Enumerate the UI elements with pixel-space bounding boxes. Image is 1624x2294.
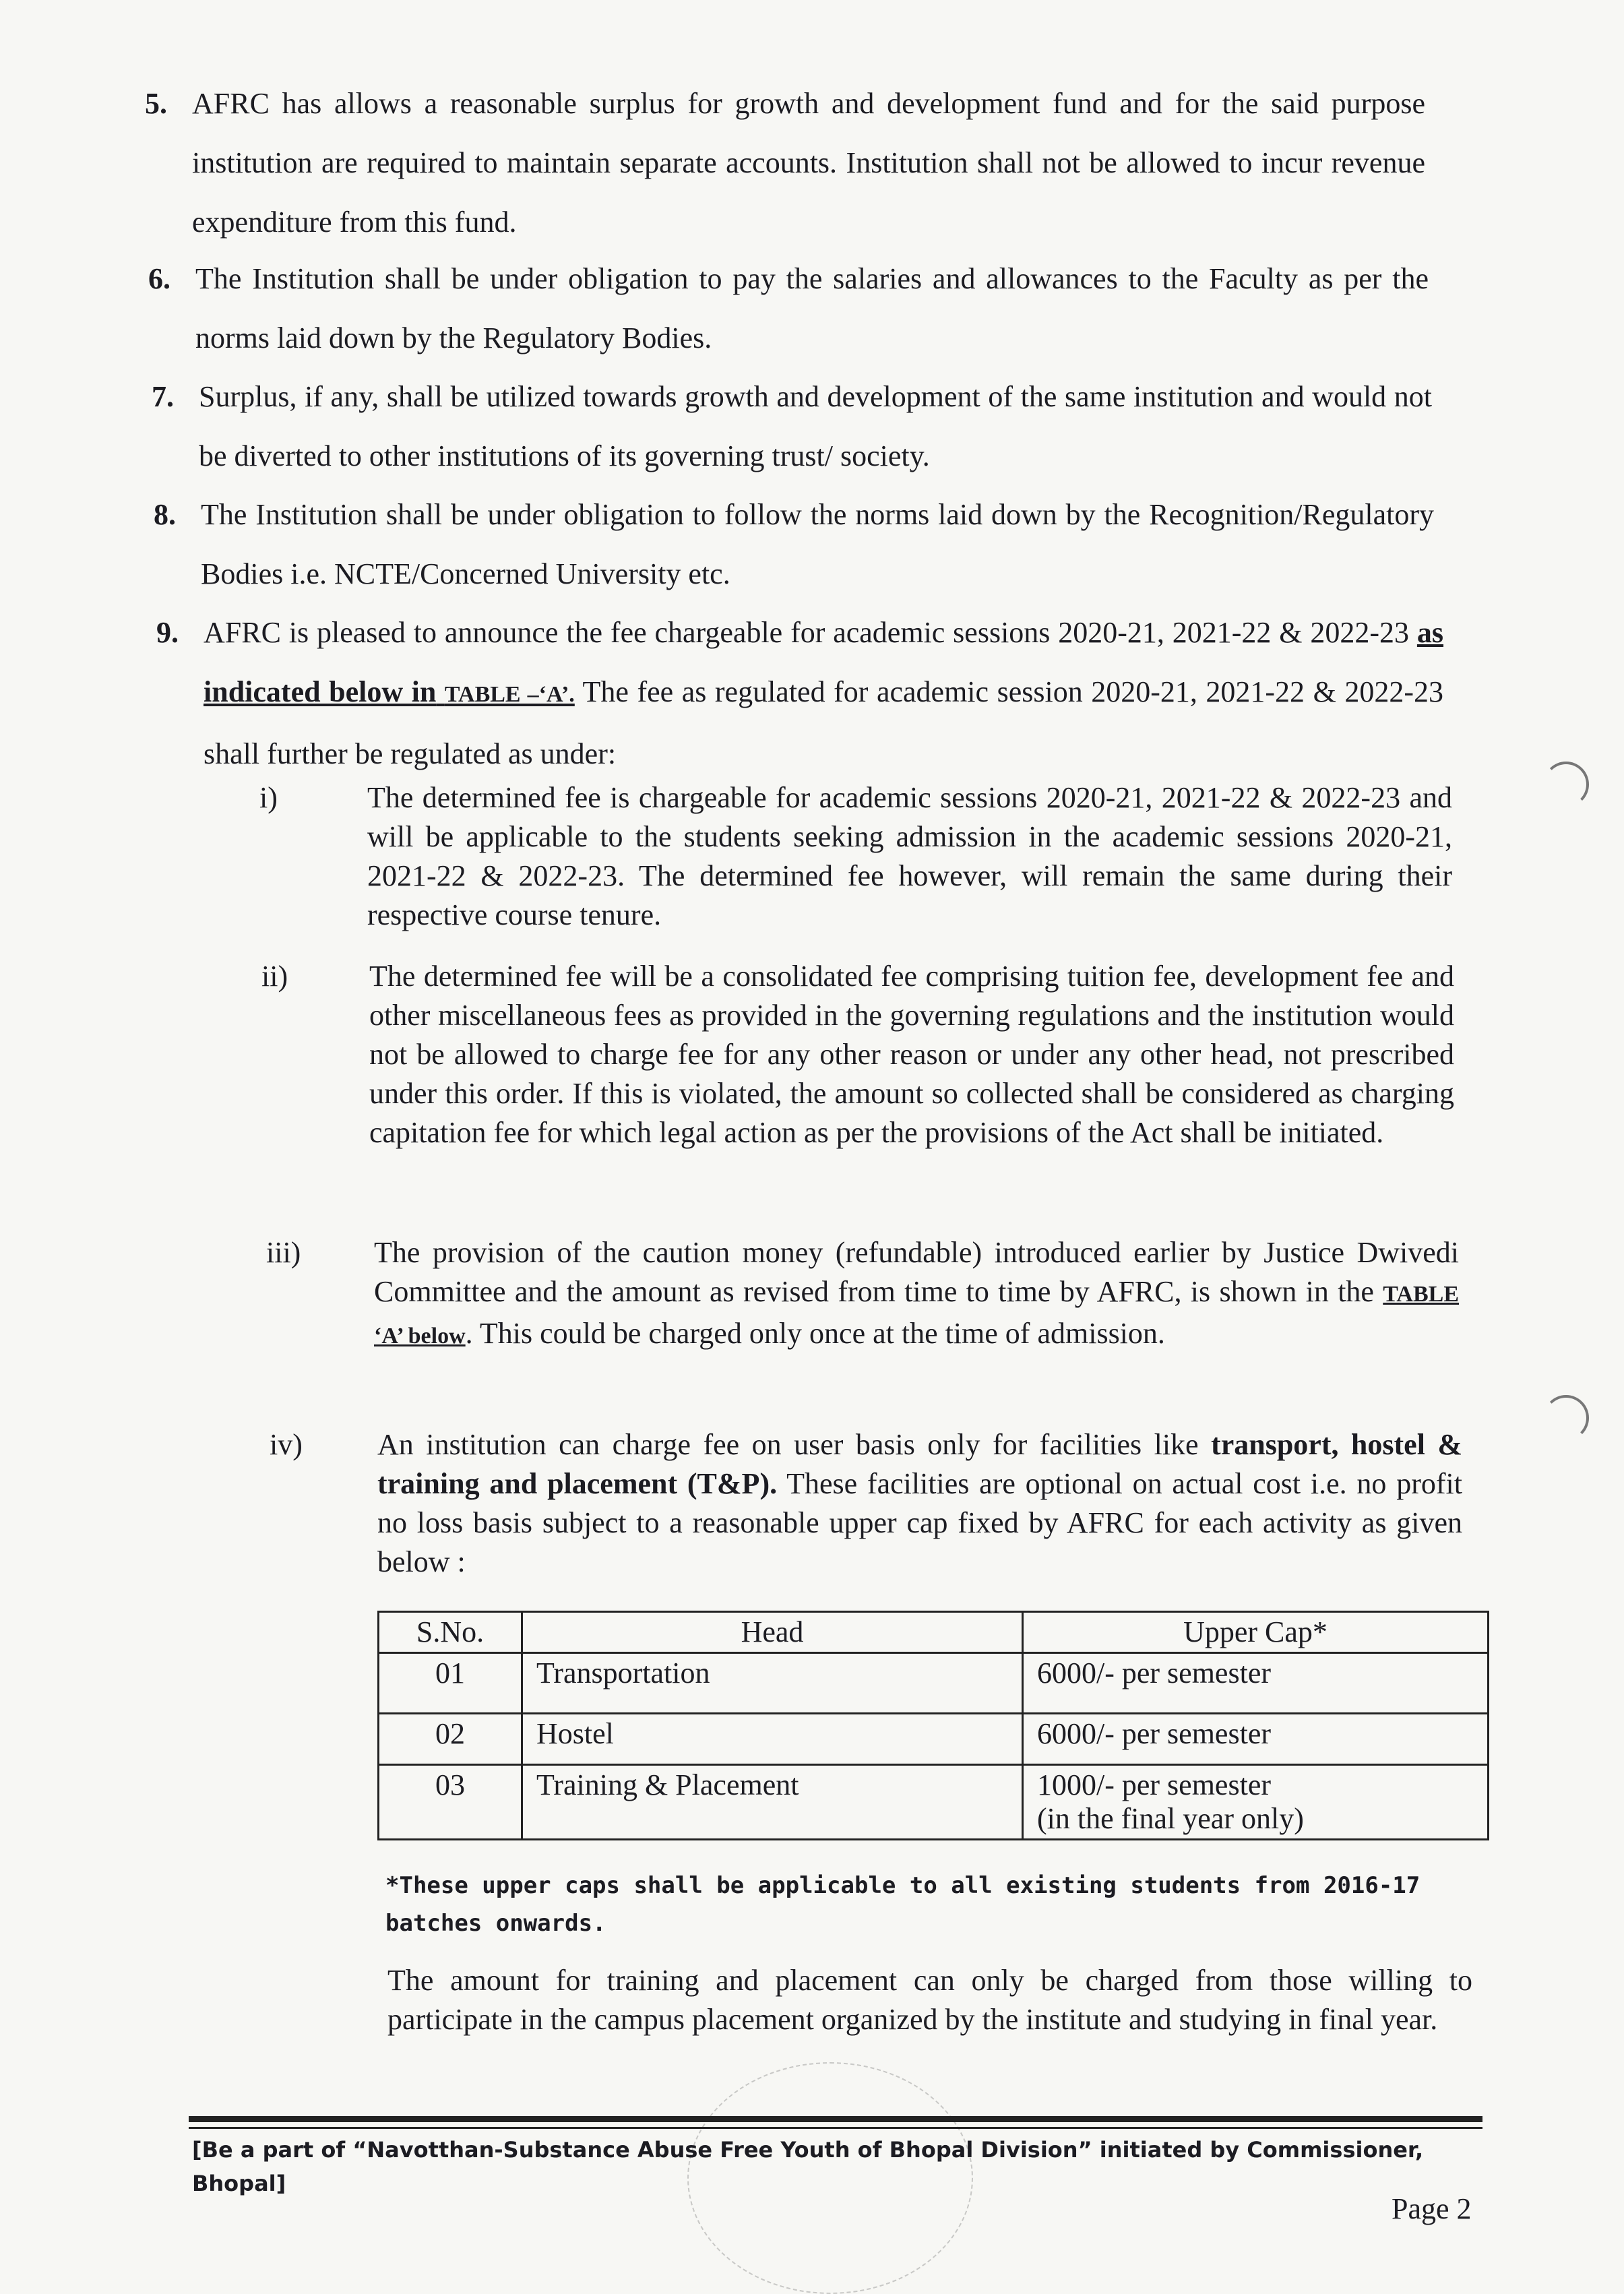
cell-head: Training & Placement [522,1765,1023,1840]
item-number: 7. [152,380,174,413]
punch-hole-mark [1543,1395,1589,1441]
header-head: Head [522,1612,1023,1653]
table-row [379,1653,1489,1714]
cell-sno: 02 [379,1714,522,1765]
item-number: 9. [156,616,179,649]
cell-cap: 6000/- per semester [1023,1653,1489,1714]
table-header-row [379,1612,1489,1653]
footer-slogan: [Be a part of “Navotthan-Substance Abuse Free Youth of Bhopal Division” initiated by Commissioner, Bhopal] [192,2137,1424,2196]
caution-money-text-end: . This could be charged only once at the time of admission. [465,1317,1165,1350]
upper-cap-footnote: *These upper caps shall be applicable to all existing students from 2016-17 batches onwards. [385,1872,1420,1937]
cell-head: Hostel [522,1714,1023,1765]
subitem-text: The determined fee will be a consolidated fee comprising tuition fee, development fee and other miscellaneous fees as provided in the governing regulations and the institution would not be allowed to charge fee for any other reason or under any other head, not prescribed under this order. If this is violated, the amount so collected shall be considered as charging capitation fee for which legal action as per the provisions of the Act shall be initiated. [369,960,1454,1149]
subitem-number: ii) [261,960,288,993]
punch-hole-mark [1543,762,1589,807]
subitem-number: iii) [266,1236,301,1269]
user-basis-text-end: These facilities are optional on actual cost i.e. no profit no loss basis subject to a reasonable upper cap fixed by AFRC for each activity as given below : [377,1467,1462,1578]
item9-intro: AFRC is pleased to announce the fee chargeable for academic sessions 2020-21, 2021-22 & 2022-23 [204,616,1410,649]
table-row [379,1765,1489,1840]
item-text: AFRC has allows a reasonable surplus for growth and development fund and for the said purpose institution are required to maintain separate accounts. Institution shall not be allowed to incur revenue expenditure from this fund. [192,87,1425,239]
table-a-reference: TABLE ‘A’ below [374,1282,1460,1348]
footer-rule-thick [189,2116,1482,2122]
cell-head: Transportation [522,1653,1023,1714]
item-number: 6. [148,262,170,295]
table-row [379,1714,1489,1765]
page-number: Page 2 [1392,2192,1472,2225]
footer-rule-thin [189,2127,1482,2129]
header-sno: S.No. [379,1612,522,1653]
cap-condition: (in the final year only) [1037,1802,1304,1835]
item-number: 5. [145,87,167,120]
subitem-number: i) [259,781,278,814]
table-a-label: TABLE –‘A’. [444,682,575,707]
cell-cap: 6000/- per semester [1023,1714,1489,1765]
cap-value: 1000/- per semester [1037,1768,1271,1801]
item9-regulation-text: The fee as regulated for academic session 2020-21, 2021-22 & 2022-23 shall further be regulated as under: [204,675,1443,770]
header-upper-cap: Upper Cap* [1023,1612,1489,1653]
subitem-number: iv) [270,1428,303,1461]
item-number: 8. [154,498,176,531]
subitem-text [374,1233,1459,1356]
table-a-phrase: as indicated below in [204,616,1444,708]
closing-paragraph: The amount for training and placement can only be charged from those willing to participate in the campus placement organized by the institute and studying in final year. [387,1964,1472,2036]
item-text: Surplus, if any, shall be utilized towards growth and development of the same institution and would not be diverted to other institutions of its governing trust/ society. [199,380,1432,472]
facilities-list: transport, hostel & training and placement (T&P). [377,1428,1463,1500]
user-basis-text: An institution can charge fee on user basis only for facilities like [377,1428,1199,1461]
upper-cap-table [377,1611,1489,1840]
item-text [204,603,1443,784]
caution-money-text: The provision of the caution money (refundable) introduced earlier by Justice Dwivedi Committee and the amount as revised from time to time by AFRC, is shown in the [374,1236,1459,1308]
cell-cap [1023,1765,1489,1840]
item-text: The Institution shall be under obligation to follow the norms laid down by the Recognition/Regulatory Bodies i.e. NCTE/Concerned University etc. [201,498,1434,590]
cell-sno: 03 [379,1765,522,1840]
subitem-text: The determined fee is chargeable for academic sessions 2020-21, 2021-22 & 2022-23 and will be applicable to the students seeking admission in the academic sessions 2020-21, 2021-22 & 2022-23. The determined fee however, will remain the same during their respective course tenure. [367,781,1452,931]
item-text: The Institution shall be under obligation to pay the salaries and allowances to the Faculty as per the norms laid down by the Regulatory Bodies. [195,262,1429,354]
subitem-text [377,1425,1462,1582]
cell-sno: 01 [379,1653,522,1714]
